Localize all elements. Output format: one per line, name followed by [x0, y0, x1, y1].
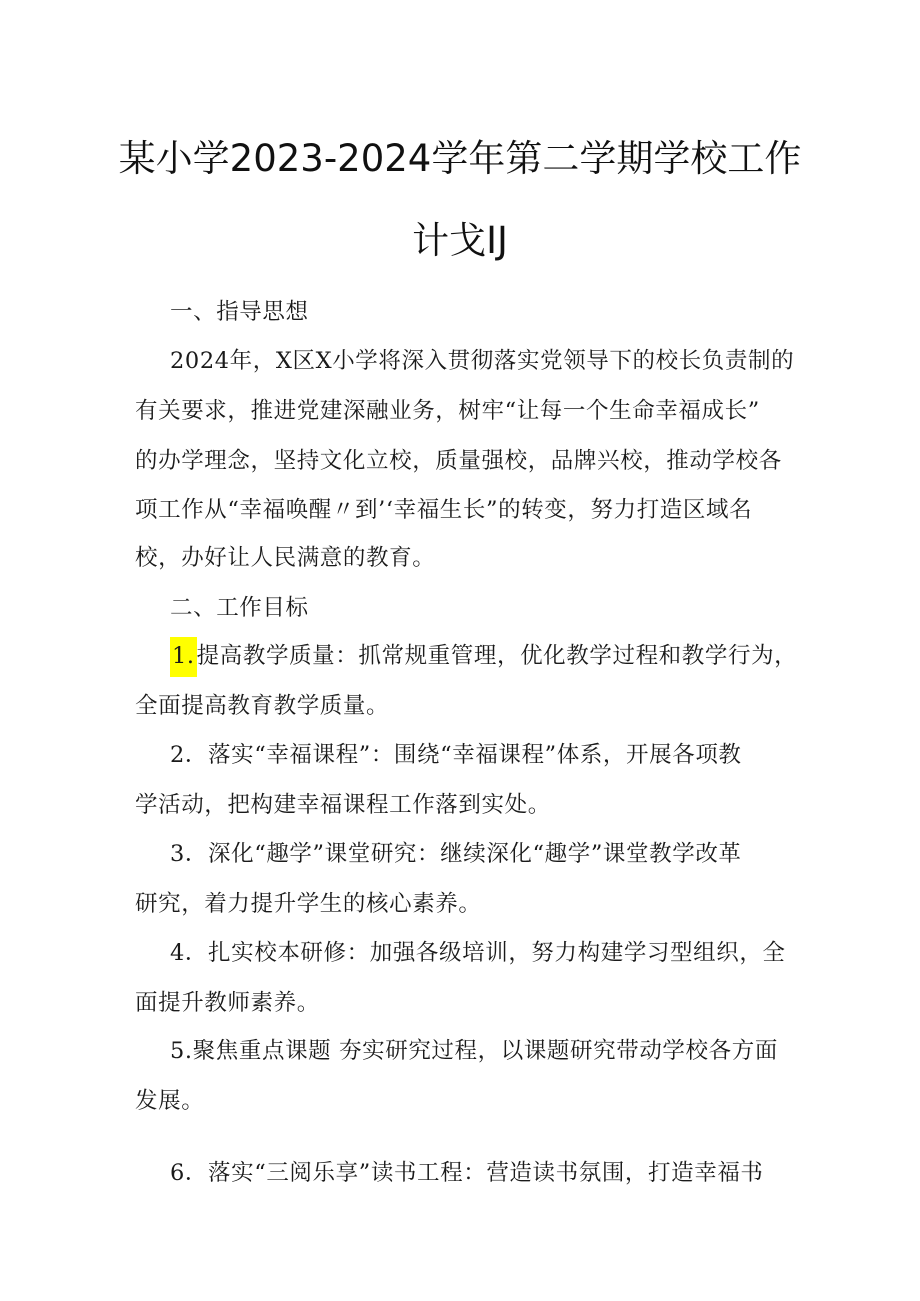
document-title-line-2: 计戈IJ [412, 219, 508, 262]
goal-item-1-line-1 [170, 638, 797, 670]
paragraph-line: 2024年，X区X小学将深入贯彻落实党领导下的校长负责制的 [170, 348, 795, 374]
goal-item-2-line-1: 2．落实“幸福课程”：围绕“幸福课程”体系，开展各项教 [170, 742, 742, 768]
highlighted-number-marker: 1. [170, 637, 197, 677]
goal-item-1-line-2: 全面提高教育教学质量。 [135, 693, 390, 719]
goal-item-3-line-1: 3．深化“趣学”课堂研究：继续深化“趣学”课堂教学改革 [170, 841, 742, 867]
section-2-heading: 二、工作目标 [170, 595, 309, 621]
paragraph-line: 的办学理念，坚持文化立校，质量强校，品牌兴校，推动学校各 [135, 448, 782, 474]
paragraph-line: 有关要求，推进党建深融业务，树牢“让每一个生命幸福成长” [135, 398, 760, 424]
section-1-heading: 一、指导思想 [170, 299, 309, 325]
goal-item-5-line-1: 5.聚焦重点课题 夯实研究过程，以课题研究带动学校各方面 [170, 1038, 778, 1064]
goal-item-5-line-2: 发展。 [135, 1088, 205, 1114]
goal-item-2-line-2: 学活动，把构建幸福课程工作落到实处。 [135, 792, 551, 818]
goal-item-1-text: 提高教学质量：抓常规重管理，优化教学过程和教学行为， [196, 643, 798, 669]
goal-item-4-line-1: 4．扎实校本研修：加强各级培训，努力构建学习型组织，全 [170, 940, 786, 966]
goal-item-3-line-2: 研究，着力提升学生的核心素养。 [135, 891, 482, 917]
goal-item-4-line-2: 面提升教师素养。 [135, 990, 320, 1016]
paragraph-line: 项工作从“幸福唤醒〃到’‘幸福生长”的转变，努力打造区域名 [135, 497, 753, 523]
document-title-line-1: 某小学2023-2024学年第二学期学校工作 [118, 137, 802, 180]
goal-item-6-line-1: 6．落实“三阅乐享”读书工程：营造读书氛围，打造幸福书 [170, 1160, 764, 1186]
paragraph-line: 校，办好让人民满意的教育。 [135, 545, 436, 571]
